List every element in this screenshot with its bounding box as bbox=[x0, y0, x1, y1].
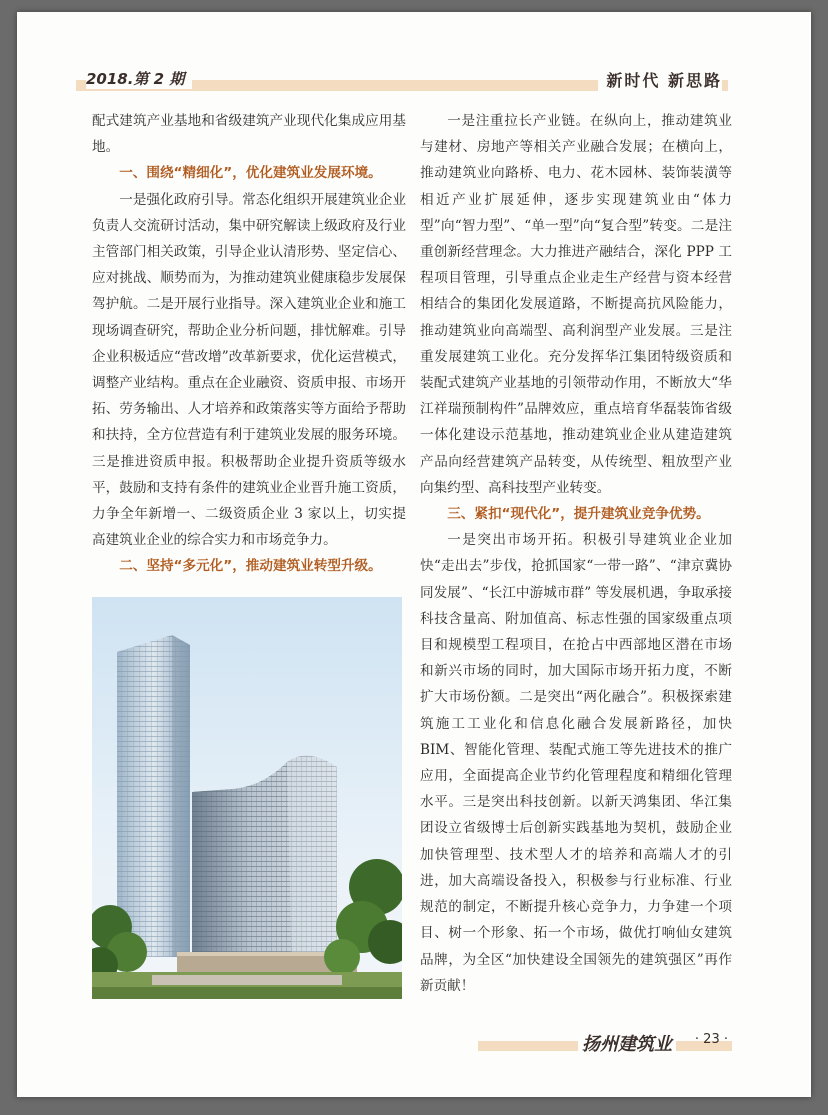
body-paragraph: 一是注重拉长产业链。在纵向上，推动建筑业与建材、房地产等相关产业融合发展；在横向上，推动建筑业向路桥、电力、花木园林、装饰装潢等相近产业扩展延伸，逐步实现建筑业由“体力型”向“智力型”、“单一型”向“复合型”转变。二是注重创新经营理念。大力推进产融结合，深化 PPP 工程项目管理，引导重点企业走生产经营与资本经营相结合的集团化发展道路，不断提高抗风险能力，推动建筑业向高端型、高利润型产业发展。三是注重发展建筑工业化。充分发挥华江集团特级资质和装配式建筑产业基地的引领带动作用，不断放大“华江祥瑞预制构件”品牌效应，重点培育华磊装饰省级一体化建设示范基地，推动建筑业企业从建造建筑产品向经营建筑产品转变，从传统型、粗放型产业向集约型、高科技型产业转变。 bbox=[420, 113, 732, 496]
section-heading: 三、紧扣“现代化”，提升建筑业竞争优势。 bbox=[447, 506, 710, 523]
page-number: · 23 · bbox=[694, 1032, 728, 1047]
magazine-logo: 扬州建筑业 bbox=[578, 1030, 676, 1056]
page-footer bbox=[478, 1030, 732, 1054]
body-paragraph: 一是强化政府引导。常态化组织开展建筑业企业负责人交流研讨活动，集中研究解读上级政府及行业主管部门相关政策，引导企业认清形势、坚定信心、应对挑战、顺势而为，为推动建筑业健康稳步发展保驾护航。二是开展行业指导。深入建筑业企业和施工现场调查研究，帮助企业分析问题，排忧解难。引导企业积极适应“营改增”改革新要求，优化运营模式，调整产业结构。重点在企业融资、资质申报、市场开拓、劳务输出、人才培养和政策落实等方面给予帮助和扶持，全方位营造有利于建筑业发展的服务环境。三是推进资质申报。积极帮助企业提升资质等级水平，鼓励和支持有条件的建筑业企业晋升施工资质，力争全年新增一、二级资质企业 3 家以上，切实提高建筑业企业的综合实力和市场竞争力。 bbox=[92, 191, 406, 549]
body-paragraph: 一是突出市场开拓。积极引导建筑业企业加快“走出去”步伐，抢抓国家“一带一路”、“津京冀协同发展”、“长江中游城市群” 等发展机遇，争取承接科技含量高、附加值高、标志性强的国家级重点项目和规模型工程项目，在抢占中西部地区潜在市场和新兴市场的同时，加大国际市场开拓力度，不断扩大市场份额。二是突出“两化融合”。积极探索建筑施工工业化和信息化融合发展新路径，加快 BIM、智能化管理、装配式施工等先进技术的推广应用，全面提高企业节约化管理程度和精细化管理水平。三是突出科技创新。以新天鸿集团、华江集团设立省级博士后创新实践基地为契机，鼓励企业加快管理型、技术型人才的培养和高端人才的引进，加大高端设备投入，积极参与行业标准、行业规范的制定，不断提升核心竞争力，力争建一个项目、树一个形象、拓一个市场，做优打响仙女建筑品牌，为全区“加快建设全国领先的建筑强区”再作新贡献！ bbox=[420, 532, 732, 994]
building-photo bbox=[92, 597, 402, 999]
body-paragraph: 配式建筑产业基地和省级建筑产业现代化集成应用基地。 bbox=[92, 113, 406, 156]
page-header bbox=[76, 68, 728, 92]
section-heading: 二、坚持“多元化”，推动建筑业转型升级。 bbox=[119, 558, 382, 575]
right-column bbox=[420, 108, 732, 999]
issue-label: 2018.第 2 期 bbox=[86, 68, 192, 89]
column-title: 新时代 新思路 bbox=[598, 68, 722, 91]
section-heading: 一、围绕“精细化”，优化建筑业发展环境。 bbox=[119, 165, 382, 182]
left-column bbox=[92, 108, 406, 580]
